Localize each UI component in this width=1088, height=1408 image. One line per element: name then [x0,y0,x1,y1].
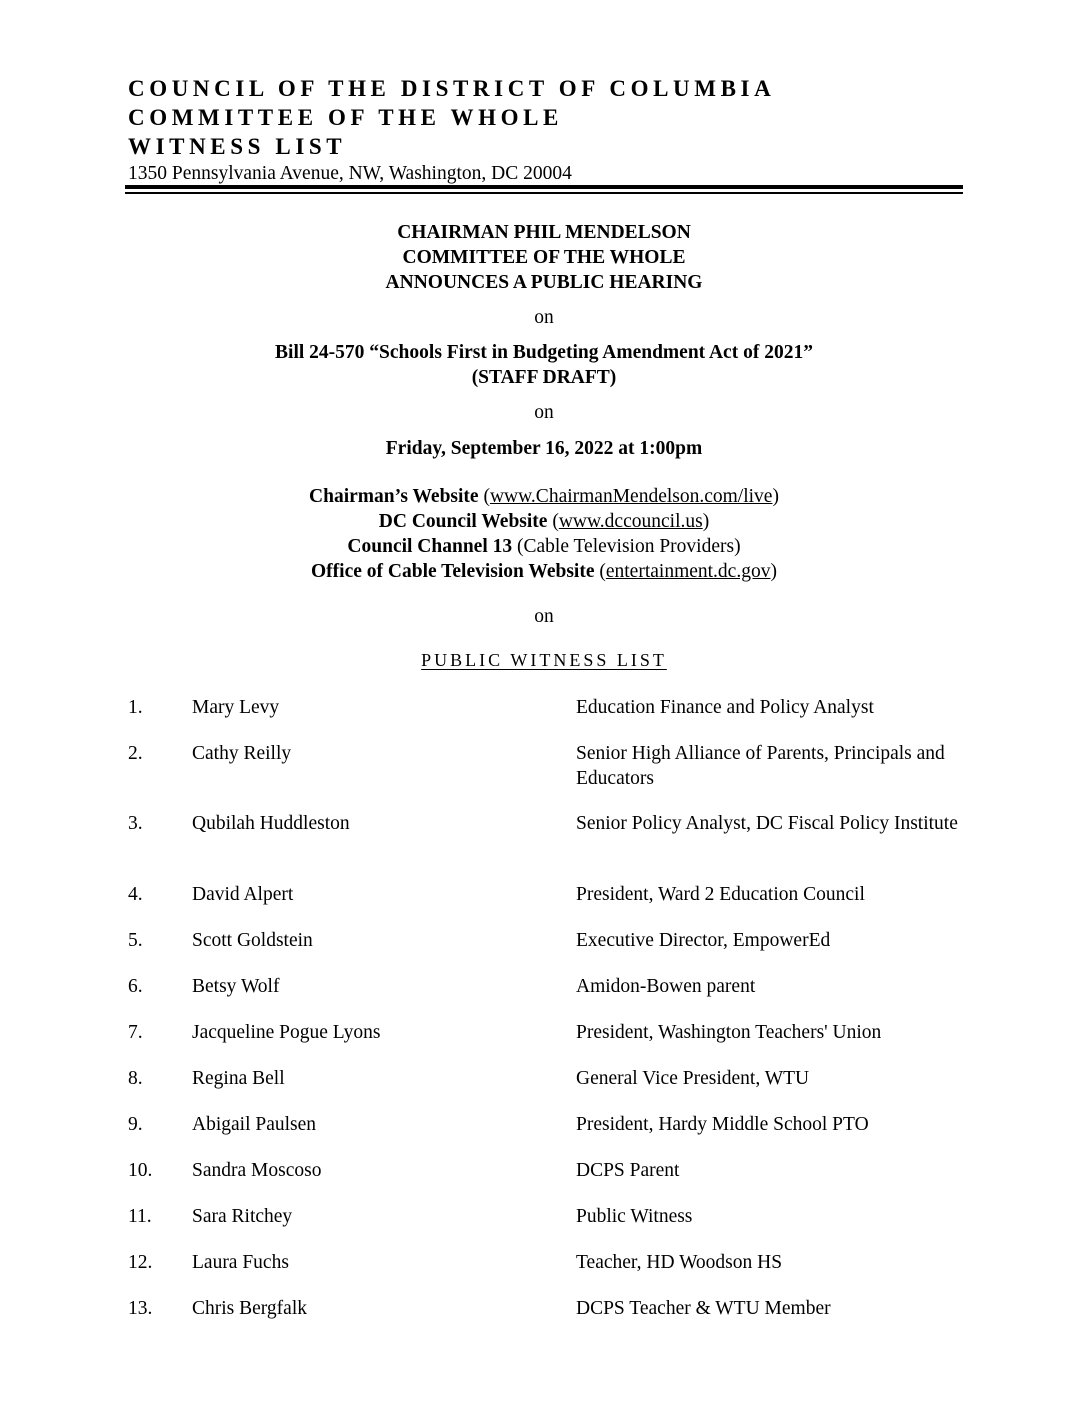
witness-number: 5. [128,930,143,951]
witness-affiliation: Senior High Alliance of Parents, Principals and Educators [576,743,945,789]
announces-line: ANNOUNCES A PUBLIC HEARING [385,272,703,293]
witness-affiliation: Senior Policy Analyst, DC Fiscal Policy Institute [576,813,958,834]
witness-affiliation: Education Finance and Policy Analyst [576,697,874,718]
witness-affiliation: President, Ward 2 Education Council [576,884,865,905]
witness-name: Laura Fuchs [192,1252,289,1273]
witness-number: 10. [128,1160,153,1181]
witness-name: Cathy Reilly [192,743,292,764]
header-rule-thin [125,192,963,194]
on-text: on [534,402,554,423]
witness-number: 1. [128,697,143,718]
witness-number: 7. [128,1022,143,1043]
letterhead [128,74,968,186]
witness-list-heading-text: PUBLIC WITNESS LIST [421,650,667,670]
broadcast-cable-tv-website: Office of Cable Television Website (entertainment.dc.gov) [311,561,777,582]
witness-name: Scott Goldstein [192,930,313,951]
witness-name: Qubilah Huddleston [192,813,350,834]
cable-tv-website-link[interactable]: entertainment.dc.gov [605,561,771,582]
committee-name: COMMITTEE OF THE WHOLE [128,105,563,130]
broadcast-label: Council Channel 13 [347,536,513,557]
witness-number: 13. [128,1298,153,1319]
witness-name: Jacqueline Pogue Lyons [192,1022,381,1043]
witness-number: 9. [128,1114,143,1135]
bill-draft-line: (STAFF DRAFT) [471,367,617,388]
witness-number: 12. [128,1252,153,1273]
broadcast-list [0,484,1088,584]
witness-name: Chris Bergfalk [192,1298,308,1319]
witness-number: 4. [128,884,143,905]
witness-number: 8. [128,1068,143,1089]
chairman-line: CHAIRMAN PHIL MENDELSON [397,222,691,243]
witness-name: Betsy Wolf [192,976,280,997]
broadcast-dc-council-website: DC Council Website (www.dccouncil.us) [378,511,710,532]
council-channel-detail: Cable Television Providers [523,536,735,557]
announcement-header [0,220,1088,295]
witness-affiliation: Executive Director, EmpowerEd [576,930,831,951]
witness-number: 11. [128,1206,152,1227]
witness-name: David Alpert [192,884,294,905]
witness-number: 2. [128,743,143,764]
witness-affiliation: President, Hardy Middle School PTO [576,1114,869,1135]
witness-name: Abigail Paulsen [192,1114,317,1135]
witness-list-heading [0,648,1088,673]
on-text: on [534,606,554,627]
broadcast-chairman-website: Chairman’s Website (www.ChairmanMendelson.com/live) [309,486,779,507]
bill-title [0,340,1088,390]
witness-number: 6. [128,976,143,997]
document-type: WITNESS LIST [128,134,347,159]
committee-line: COMMITTEE OF THE WHOLE [402,247,686,268]
broadcast-label: Chairman’s Website [309,486,479,507]
witness-name: Sandra Moscoso [192,1160,322,1181]
broadcast-label: Office of Cable Television Website [311,561,595,582]
witness-name: Regina Bell [192,1068,285,1089]
witness-affiliation: General Vice President, WTU [576,1068,810,1089]
witness-affiliation: Public Witness [576,1206,693,1227]
chairman-website-link[interactable]: www.ChairmanMendelson.com/live [489,486,773,507]
witness-affiliation: Amidon-Bowen parent [576,976,756,997]
broadcast-label: DC Council Website [378,511,548,532]
header-rule-thick [125,185,963,189]
witness-affiliation: DCPS Teacher & WTU Member [576,1298,831,1319]
council-address: 1350 Pennsylvania Avenue, NW, Washington, DC 20004 [128,163,572,184]
witness-affiliation: DCPS Parent [576,1160,680,1181]
on-text: on [534,307,554,328]
council-name: COUNCIL OF THE DISTRICT OF COLUMBIA [128,76,776,101]
broadcast-council-channel: Council Channel 13 (Cable Television Providers) [347,536,741,557]
witness-affiliation: President, Washington Teachers' Union [576,1022,882,1043]
bill-title-line: Bill 24-570 “Schools First in Budgeting Amendment Act of 2021” [275,342,813,363]
dc-council-website-link[interactable]: www.dccouncil.us [558,511,703,532]
witness-affiliation: Teacher, HD Woodson HS [576,1252,783,1273]
hearing-date: Friday, September 16, 2022 at 1:00pm [385,438,703,459]
witness-name: Sara Ritchey [192,1206,293,1227]
witness-number: 3. [128,813,143,834]
witness-name: Mary Levy [192,697,280,718]
